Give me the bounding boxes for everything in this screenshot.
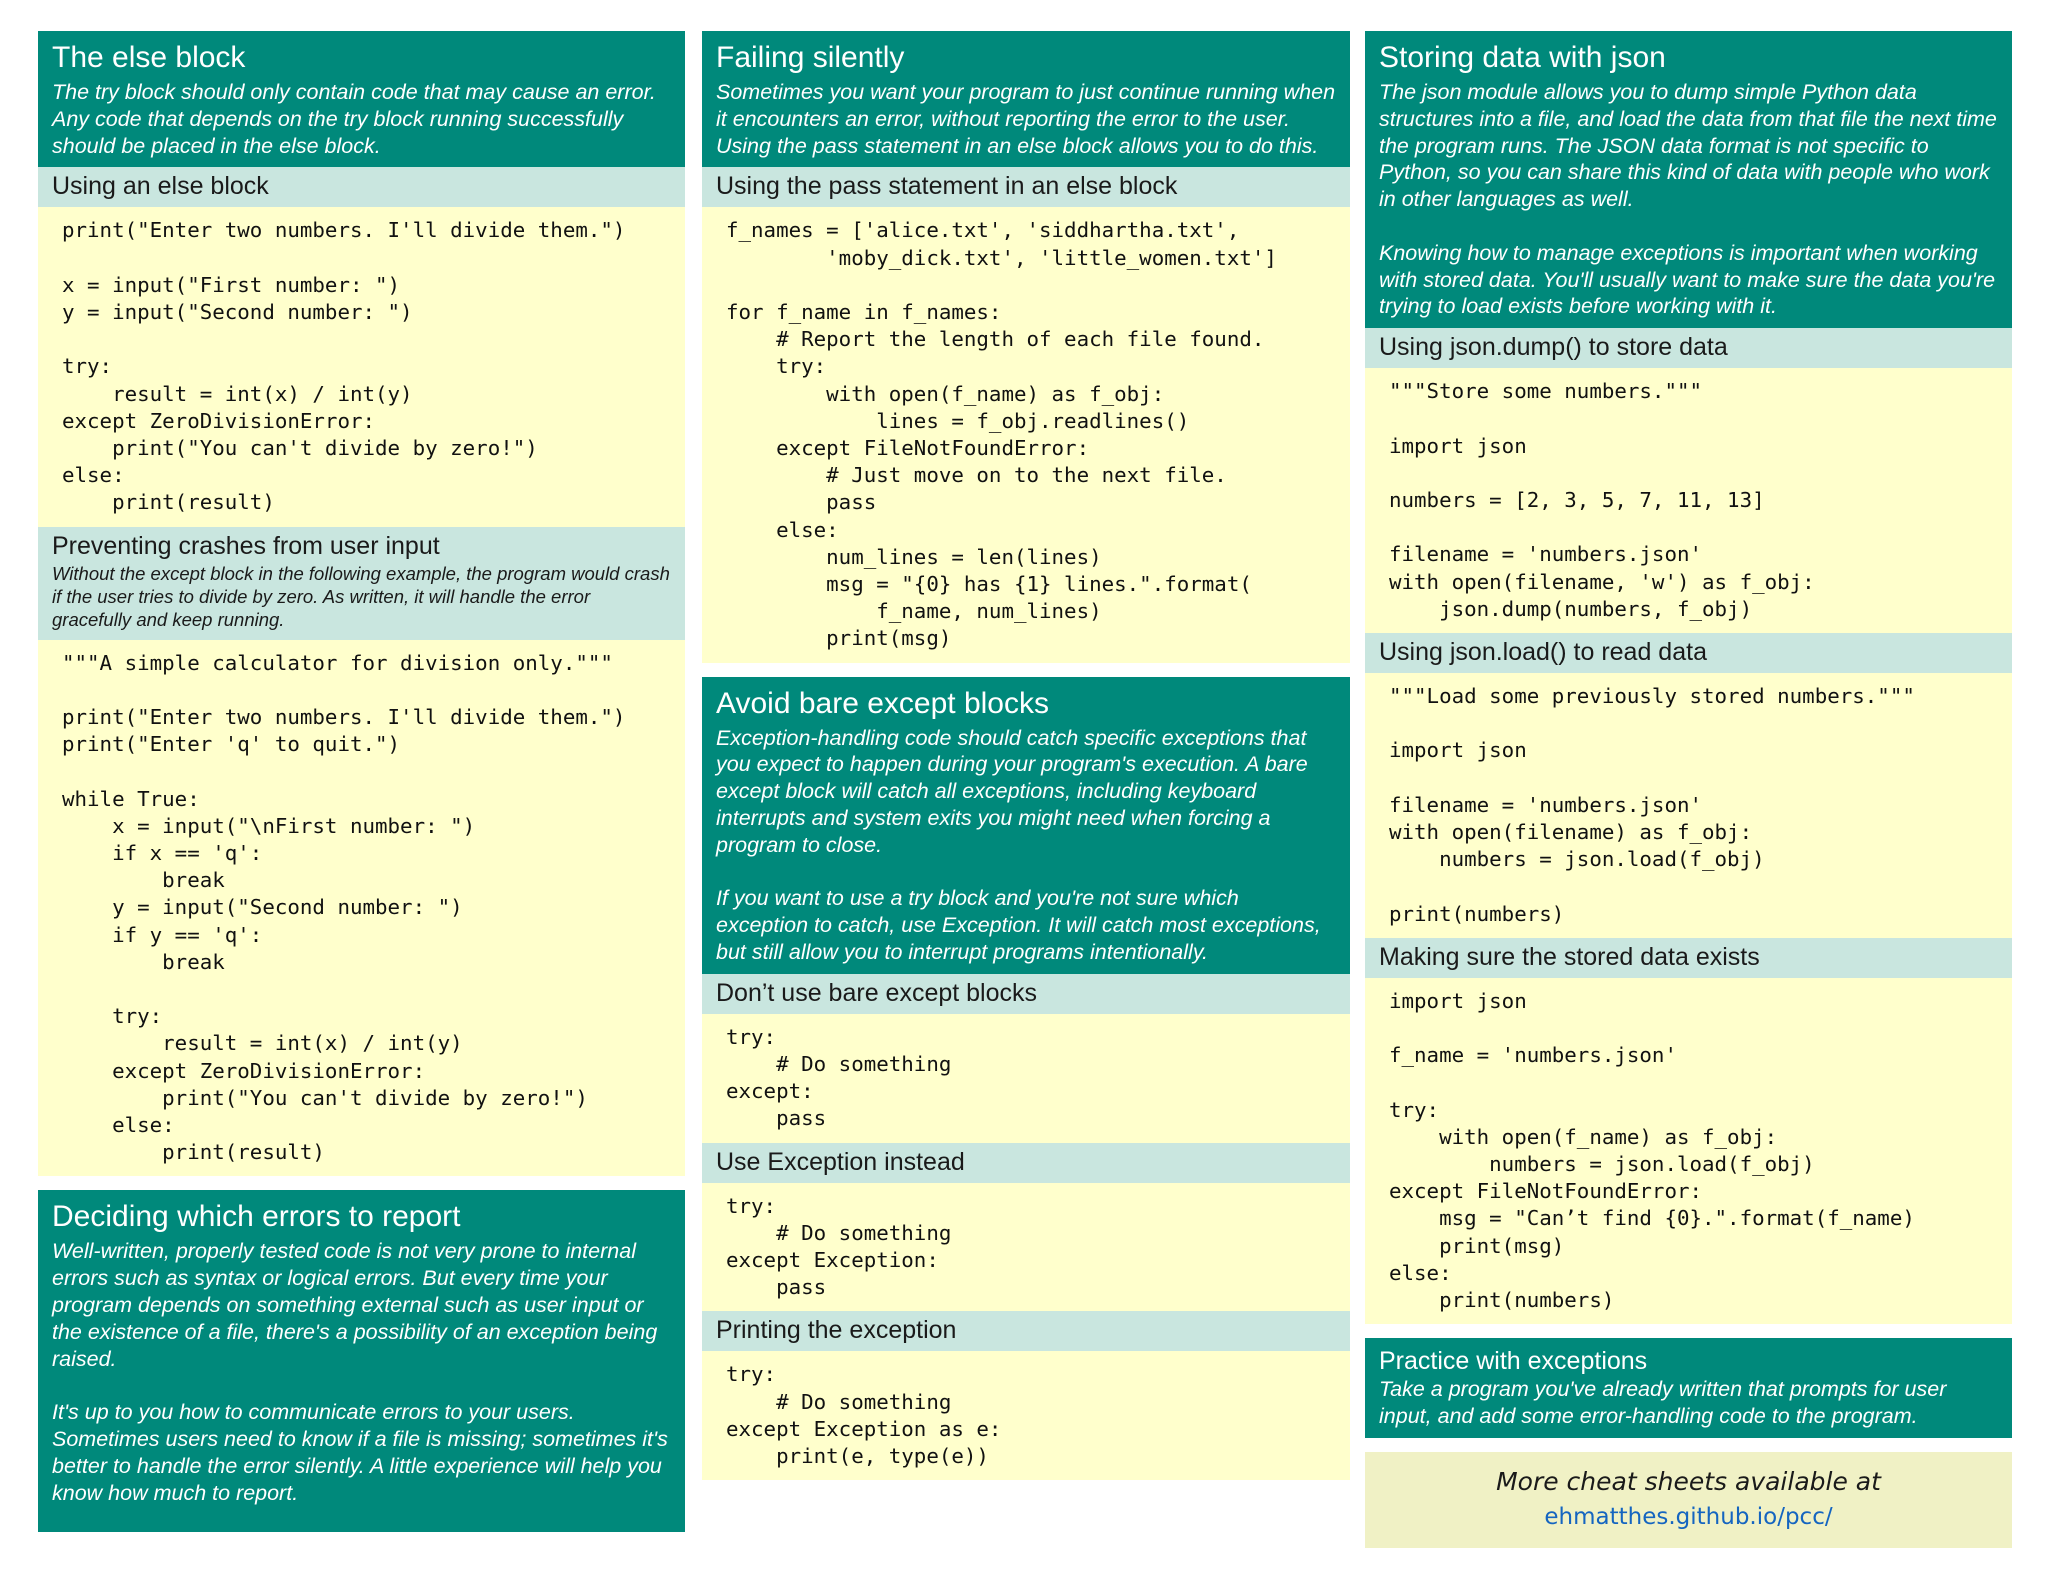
json-section bbox=[1365, 31, 2012, 1324]
bare-except-header bbox=[702, 677, 1350, 974]
section-title: Failing silently bbox=[716, 41, 905, 74]
section-title: Deciding which errors to report bbox=[52, 1200, 461, 1234]
else-block-header bbox=[38, 31, 685, 167]
code-block: try: # Do something except: pass bbox=[702, 1014, 1350, 1143]
section-title: Storing data with json bbox=[1379, 41, 1666, 74]
failing-silently-header bbox=[702, 31, 1350, 167]
section-title: Practice with exceptions bbox=[1379, 1347, 1648, 1376]
code-block: """Store some numbers.""" import json numbers = [2, 3, 5, 7, 11, 13] filename = 'numbers.json' with open(filename, 'w') as f_obj: json.dump(numbers, f_obj) bbox=[1365, 368, 2012, 633]
code-block: f_names = ['alice.txt', 'siddhartha.txt', 'moby_dick.txt', 'little_women.txt'] for f_name in f_names: # Report the length of each file found. try: with open(f_name) as f_obj: lines = f_obj.readlines() except FileNotFoundError: # Just move on to the next file. pass else: num_lines = len(lines) msg = "{0} has {1} lines.".format( f_name, num_lines) print(msg) bbox=[702, 207, 1350, 662]
section-intro: Take a program you've already written that prompts for user input, and add some error-handling code to the program. bbox=[1379, 1377, 1953, 1429]
subheading: Don’t use bare except blocks bbox=[702, 974, 1350, 1014]
failing-silently-section bbox=[702, 31, 1350, 663]
else-block-section bbox=[38, 31, 685, 1176]
code-block: import json f_name = 'numbers.json' try: with open(f_name) as f_obj: numbers = json.load(f_obj) except FileNotFoundError: msg = "Can’t find {0}.".format(f_name) print(msg) else: print(numbers) bbox=[1365, 978, 2012, 1324]
section-intro: Well-written, properly tested code is not very prone to internal errors such as syntax or logical errors. But every time your program depends on something external such as user input or the existence of a file, there's a possibility of an exception being raised. It's up to you how to communicate errors to your users. Sometimes users need to know if a file is missing; sometimes it's better to handle the error silently. A little experience will help you know how much to report. bbox=[52, 1239, 668, 1505]
column-1 bbox=[38, 31, 685, 1546]
deciding-errors-header bbox=[38, 1190, 685, 1532]
code-block: try: # Do something except Exception as e: print(e, type(e)) bbox=[702, 1351, 1350, 1480]
section-intro: Sometimes you want your program to just continue running when it encounters an error, without reporting the error to the user. Using the pass statement in an else block allows you to do this. bbox=[716, 80, 1342, 158]
subheading bbox=[38, 527, 685, 640]
practice-header bbox=[1365, 1338, 2012, 1438]
json-header bbox=[1365, 31, 2012, 328]
practice-section bbox=[1365, 1338, 2012, 1438]
column-3 bbox=[1365, 31, 2012, 1548]
subheading: Using an else block bbox=[38, 167, 685, 207]
subheading-title: Preventing crashes from user input bbox=[52, 531, 440, 560]
bare-except-section bbox=[702, 677, 1350, 1481]
subheading: Using the pass statement in an else block bbox=[702, 167, 1350, 207]
subheading-description: Without the except block in the following example, the program would crash if the user tries to divide by zero. As written, it will handle the error gracefully and keep running. bbox=[52, 562, 675, 630]
code-block: """A simple calculator for division only.""" print("Enter two numbers. I'll divide them.") print("Enter 'q' to quit.") while True: x = input("\nFirst number: ") if x == 'q': break y = input("Second number: ") if y == 'q': break try: result = int(x) / int(y) except ZeroDivisionError: print("You can't divide by zero!") else: print(result) bbox=[38, 640, 685, 1177]
section-intro: The try block should only contain code that may cause an error. Any code that depends on the try block running successfully should be placed in the else block. bbox=[52, 80, 662, 158]
footer-box bbox=[1365, 1452, 2012, 1548]
subheading: Use Exception instead bbox=[702, 1143, 1350, 1183]
footer-link[interactable]: ehmatthes.github.io/pcc/ bbox=[1544, 1503, 1833, 1530]
section-title: Avoid bare except blocks bbox=[716, 686, 1049, 720]
subheading: Using json.dump() to store data bbox=[1365, 328, 2012, 368]
column-2 bbox=[702, 31, 1350, 1494]
subheading: Making sure the stored data exists bbox=[1365, 938, 2012, 978]
footer-text: More cheat sheets available at bbox=[1496, 1466, 1881, 1496]
deciding-errors-section bbox=[38, 1190, 685, 1532]
section-title: The else block bbox=[52, 41, 246, 74]
section-intro: Exception-handling code should catch specific exceptions that you expect to happen during your program's execution. A bare except block will catch all exceptions, including keyboard interrupts and system exits you might need when forcing a program to close. If you want to use a try block and you're not sure which exception to catch, use Exception. It will catch most exceptions, but still allow you to interrupt programs intentionally. bbox=[716, 725, 1321, 965]
code-block: try: # Do something except Exception: pass bbox=[702, 1183, 1350, 1312]
subheading: Using json.load() to read data bbox=[1365, 633, 2012, 673]
code-block: print("Enter two numbers. I'll divide them.") x = input("First number: ") y = input("Second number: ") try: result = int(x) / int(y) except ZeroDivisionError: print("You can't divide by zero!") else: print(result) bbox=[38, 207, 685, 526]
section-intro: The json module allows you to dump simple Python data structures into a file, and load the data from that file the next time the program runs. The JSON data format is not specific to Python, so you can share this kind of data with people who work in other languages as well. Knowing how to manage exceptions is important when working with stored data. You'll usually want to make sure the data you're trying to load exists before working with it. bbox=[1379, 80, 1997, 319]
subheading: Printing the exception bbox=[702, 1311, 1350, 1351]
code-block: """Load some previously stored numbers.""" import json filename = 'numbers.json' with open(filename) as f_obj: numbers = json.load(f_obj) print(numbers) bbox=[1365, 673, 2012, 938]
